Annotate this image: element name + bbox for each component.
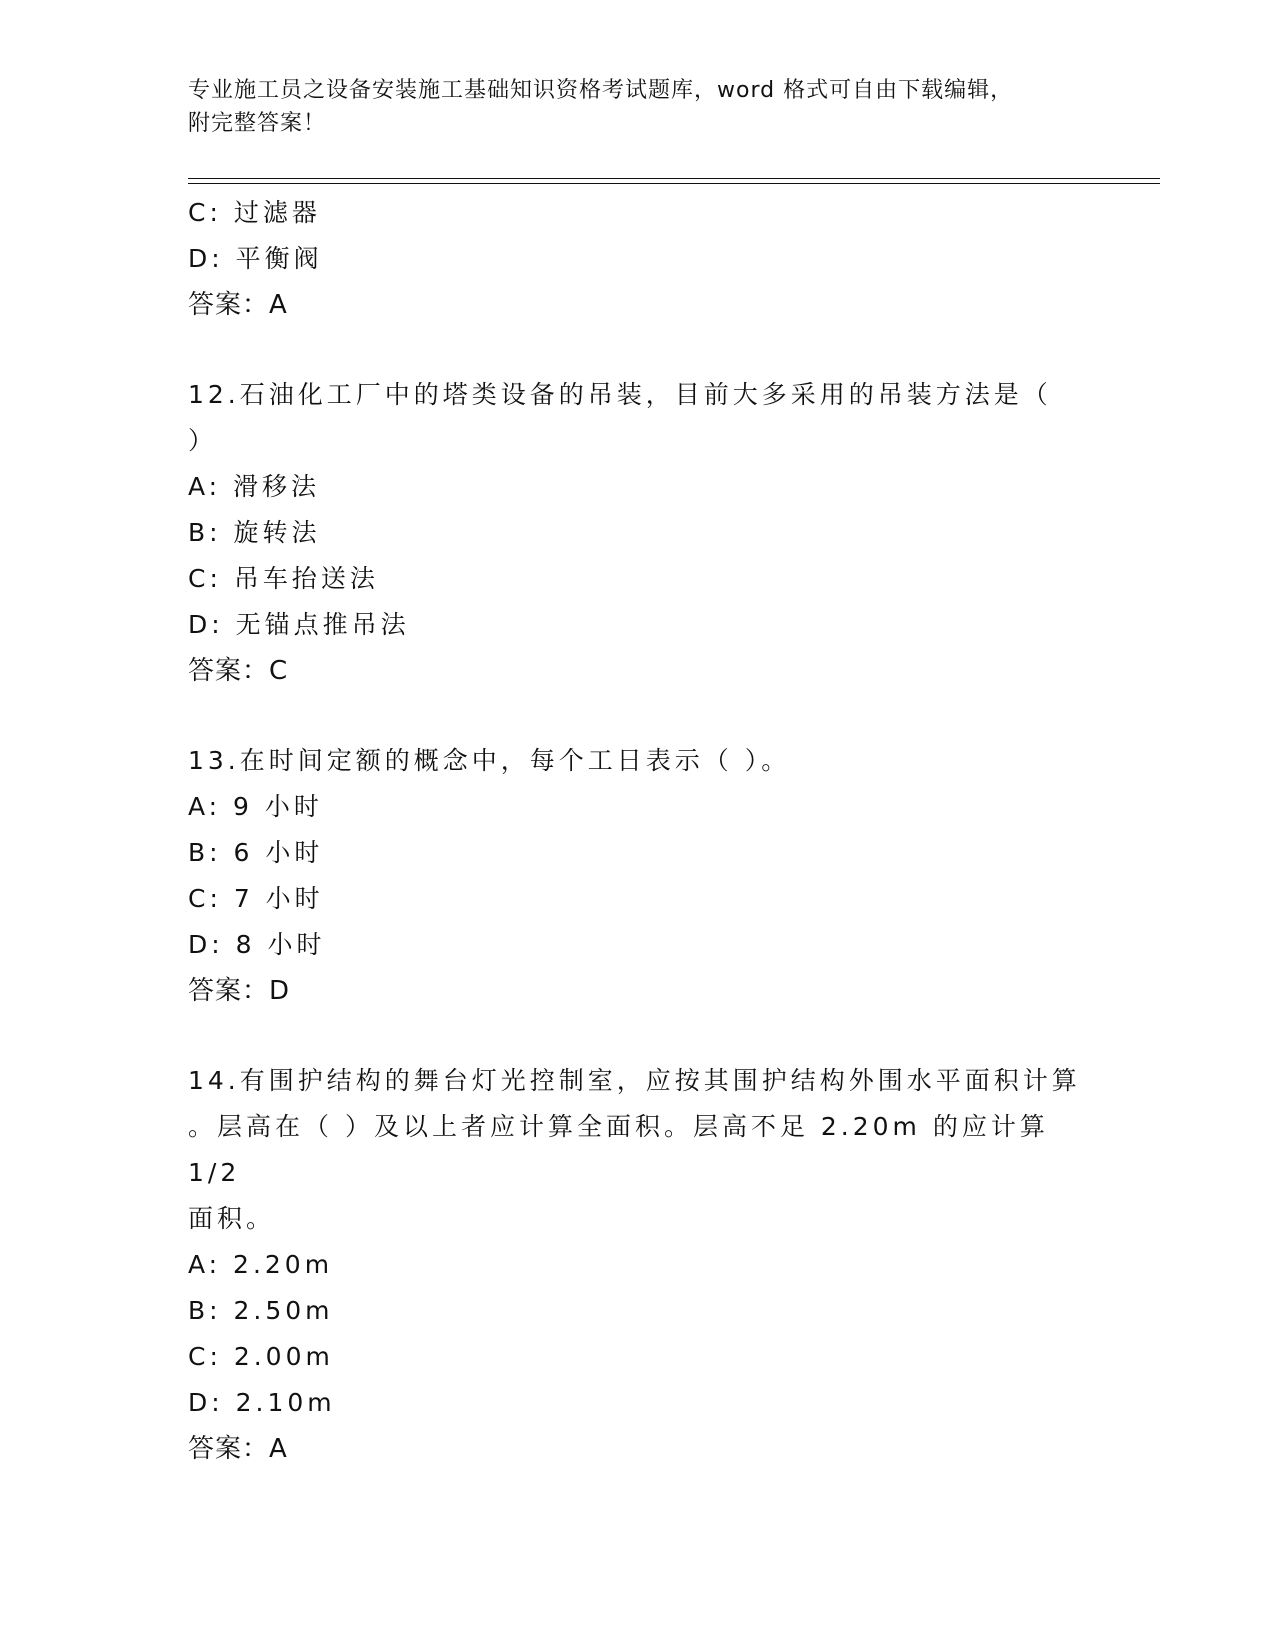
option-d: D: 2.10m <box>188 1388 336 1417</box>
question-text <box>188 372 1088 464</box>
question-text-line: 14.有围护结构的舞台灯光控制室，应按其围护结构外围水平面积计算 <box>188 1066 1081 1095</box>
header-rule-top <box>188 178 1160 179</box>
option-c: C: 吊车抬送法 <box>188 564 379 593</box>
option-b: B: 旋转法 <box>188 518 321 547</box>
option-a: A: 9 小时 <box>188 792 323 821</box>
question-text-line: 12.石油化工厂中的塔类设备的吊装，目前大多采用的吊装方法是（ <box>188 380 1052 409</box>
question-11-tail <box>188 190 1088 328</box>
option-d: D: 平衡阀 <box>188 244 323 273</box>
question-14 <box>188 1058 1088 1472</box>
question-text <box>188 738 1088 784</box>
question-list <box>188 190 1088 1472</box>
question-13 <box>188 738 1088 1014</box>
answer-line: 答案：D <box>188 976 291 1006</box>
document-header <box>188 74 1088 140</box>
spacer <box>188 1014 1088 1058</box>
question-text <box>188 1058 1088 1242</box>
option-a: A: 2.20m <box>188 1250 334 1279</box>
question-text-line: ） <box>188 426 218 455</box>
header-rule-bottom <box>188 183 1160 184</box>
spacer <box>188 694 1088 738</box>
answer-line: 答案：C <box>188 656 289 686</box>
option-a: A: 滑移法 <box>188 472 321 501</box>
option-c: C: 7 小时 <box>188 884 324 913</box>
option-b: B: 2.50m <box>188 1296 334 1325</box>
question-12 <box>188 372 1088 694</box>
answer-line: 答案：A <box>188 290 288 320</box>
question-text-line: 13.在时间定额的概念中，每个工日表示（ ）。 <box>188 746 791 775</box>
option-b: B: 6 小时 <box>188 838 324 867</box>
answer-line: 答案：A <box>188 1434 288 1464</box>
spacer <box>188 328 1088 372</box>
header-title-line-2: 附完整答案！ <box>188 111 327 136</box>
question-text-line: 。层高在（ ）及以上者应计算全面积。层高不足 2.20m 的应计算 1/2 <box>188 1112 1049 1187</box>
option-d: D: 无锚点推吊法 <box>188 610 410 639</box>
option-c: C: 2.00m <box>188 1342 334 1371</box>
option-d: D: 8 小时 <box>188 930 326 959</box>
header-title-line-1: 专业施工员之设备安装施工基础知识资格考试题库，word 格式可自由下载编辑， <box>188 78 1014 103</box>
question-text-line: 面积。 <box>188 1204 276 1233</box>
option-c: C: 过滤器 <box>188 198 321 227</box>
